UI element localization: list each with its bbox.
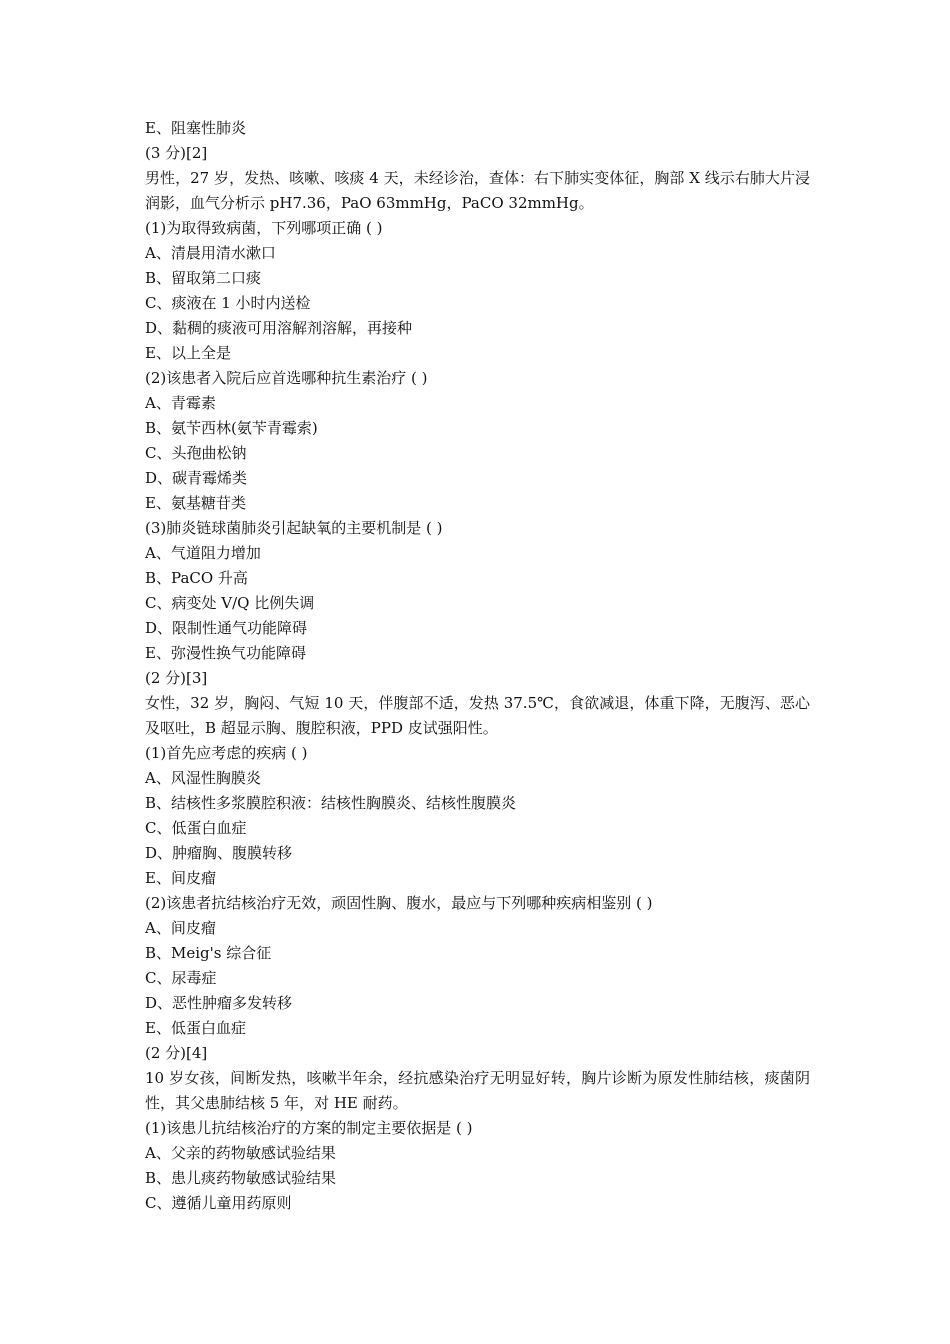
option-line: C、遵循儿童用药原则 (145, 1194, 292, 1212)
option-line: D、恶性肿瘤多发转移 (145, 994, 293, 1012)
option-line: B、结核性多浆膜腔积液：结核性胸膜炎、结核性腹膜炎 (145, 794, 517, 812)
case-paragraph: 女性，32 岁，胸闷、气短 10 天，伴腹部不适，发热 37.5℃，食欲减退，体重下降，无腹泻、恶心及呕吐，B 超显示胸、腹腔积液，PPD 皮试强阳性。 (145, 694, 810, 737)
option-line: D、限制性通气功能障碍 (145, 619, 308, 637)
option-line: C、低蛋白血症 (145, 819, 247, 837)
case-paragraph: 男性，27 岁，发热、咳嗽、咳痰 4 天，未经诊治，查体：右下肺实变体征，胸部 X 线示右肺大片浸润影，血气分析示 pH7.36，PaO 63mmHg，PaCO 32mmHg。 (145, 169, 810, 212)
option-line: E、间皮瘤 (145, 869, 216, 887)
question-line: (1)该患儿抗结核治疗的方案的制定主要依据是 ( ) (145, 1119, 473, 1137)
option-line: E、低蛋白血症 (145, 1019, 246, 1037)
question-line: (1)为取得致病菌，下列哪项正确 ( ) (145, 219, 383, 237)
option-line: A、间皮瘤 (145, 919, 216, 937)
question-line: (1)首先应考虑的疾病 ( ) (145, 744, 308, 762)
option-line: A、风湿性胸膜炎 (145, 769, 261, 787)
question-line: (2)该患者入院后应首选哪种抗生素治疗 ( ) (145, 369, 428, 387)
option-line: C、痰液在 1 小时内送检 (145, 294, 311, 312)
section-heading: (3 分)[2] (145, 144, 208, 162)
option-line: A、青霉素 (145, 394, 216, 412)
question-line: (2)该患者抗结核治疗无效，顽固性胸、腹水，最应与下列哪种疾病相鉴别 ( ) (145, 894, 653, 912)
option-line: D、黏稠的痰液可用溶解剂溶解，再接种 (145, 319, 413, 337)
option-line: E、氨基糖苷类 (145, 494, 246, 512)
option-line: B、患儿痰药物敏感试验结果 (145, 1169, 337, 1187)
option-line: A、气道阻力增加 (145, 544, 261, 562)
option-line: B、氨苄西林(氨苄青霉索) (145, 419, 318, 437)
section-heading: (2 分)[4] (145, 1044, 208, 1062)
option-line: E、弥漫性换气功能障碍 (145, 644, 306, 662)
option-line: B、PaCO 升高 (145, 569, 248, 587)
option-line: C、尿毒症 (145, 969, 217, 987)
option-line: D、碳青霉烯类 (145, 469, 248, 487)
option-line: C、头孢曲松钠 (145, 444, 247, 462)
case-paragraph: 10 岁女孩，间断发热，咳嗽半年余，经抗感染治疗无明显好转，胸片诊断为原发性肺结核，痰菌阴性，其父患肺结核 5 年，对 HE 耐药。 (145, 1069, 810, 1112)
document-page (145, 116, 810, 1216)
option-line: A、清晨用清水漱口 (145, 244, 276, 262)
question-line: (3)肺炎链球菌肺炎引起缺氧的主要机制是 ( ) (145, 519, 443, 537)
option-line: C、病变处 V/Q 比例失调 (145, 594, 315, 612)
section-heading: (2 分)[3] (145, 669, 208, 687)
option-line: B、Meig's 综合征 (145, 944, 272, 962)
option-line: A、父亲的药物敏感试验结果 (145, 1144, 336, 1162)
option-line: B、留取第二口痰 (145, 269, 262, 287)
option-line: E、阻塞性肺炎 (145, 119, 246, 137)
option-line: E、以上全是 (145, 344, 231, 362)
option-line: D、肿瘤胸、腹膜转移 (145, 844, 293, 862)
